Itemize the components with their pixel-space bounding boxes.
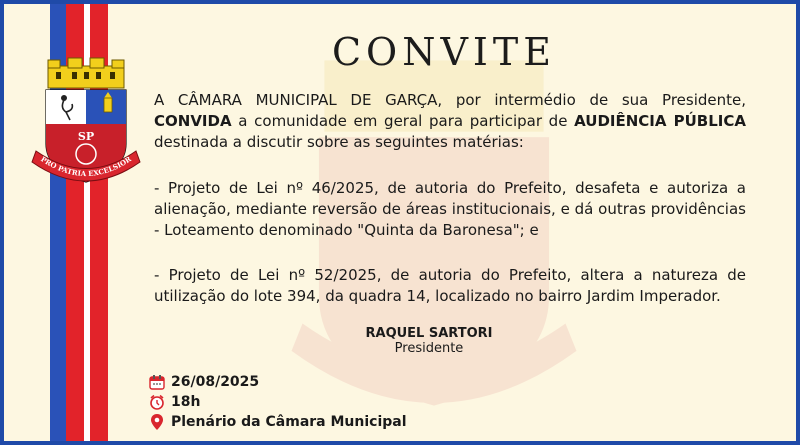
alarm-clock-icon xyxy=(149,394,165,410)
event-place xyxy=(149,413,407,431)
crest-initials: SP xyxy=(77,130,95,143)
municipal-crest xyxy=(26,54,146,200)
bill-item-2: - Projeto de Lei nº 52/2025, de autoria do Prefeito, altera a natureza de utilização do lote 394, da quadra 14, localizado no bairro Jardim Imperador. xyxy=(154,266,746,305)
event-date-text: 26/08/2025 xyxy=(171,374,260,390)
intro-paragraph xyxy=(154,90,746,153)
signature-block xyxy=(334,326,524,356)
event-time xyxy=(149,394,200,410)
intro-bold-convida: CONVIDA xyxy=(154,112,232,130)
event-place-text: Plenário da Câmara Municipal xyxy=(171,414,407,430)
intro-text-1: A CÂMARA MUNICIPAL DE GARÇA, por intermédio de sua Presidente, xyxy=(154,91,746,109)
page-title: CONVITE xyxy=(331,30,557,74)
intro-text-2: a comunidade em geral para participar de xyxy=(231,112,575,130)
calendar-icon xyxy=(149,374,165,390)
signer-name: RAQUEL SARTORI xyxy=(365,326,493,341)
map-pin-icon xyxy=(149,413,165,431)
intro-text-3: destinada a discutir sobre as seguintes matérias: xyxy=(154,133,524,151)
event-date xyxy=(149,374,259,390)
intro-bold-audiencia: AUDIÊNCIA PÚBLICA xyxy=(574,112,746,130)
bill-item-1: - Projeto de Lei nº 46/2025, de autoria do Prefeito, desafeta e autoriza a alienação, mediante reversão de áreas institucionais, e dá outras providências - Loteamento denominado "Quinta da Baronesa"; e xyxy=(154,179,746,239)
signer-role: Presidente xyxy=(394,341,464,356)
crest-motto: PRO PATRIA EXCELSIOR xyxy=(39,154,133,179)
event-time-text: 18h xyxy=(171,394,201,410)
